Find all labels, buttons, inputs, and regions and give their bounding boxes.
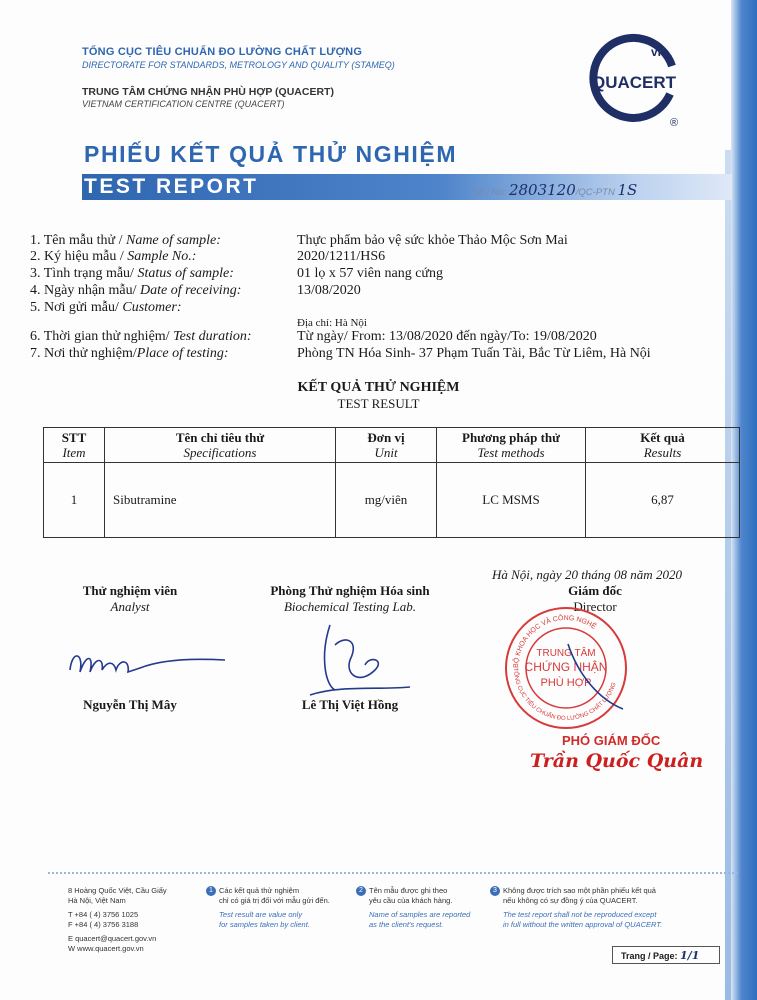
stamp-text-2: CHỨNG NHẬN: [524, 660, 608, 674]
info-value-7: Phòng TN Hóa Sinh- 37 Phạm Tuấn Tài, Bắc Từ Liêm, Hà Nội: [297, 346, 651, 361]
report-number-suffix: /QC-PTN: [575, 187, 615, 198]
analyst-block: [70, 583, 190, 615]
info-value-4: 13/08/2020: [297, 283, 361, 298]
table-row: [44, 463, 740, 538]
director-title-en: Director: [573, 599, 617, 614]
director-title: Giám đốc: [568, 583, 622, 598]
deputy-director-name: Trần Quốc Quân: [530, 750, 704, 772]
report-number-value: 2803120: [508, 181, 576, 199]
logo-mark: vn: [651, 45, 666, 59]
header-item: STT Item: [44, 428, 105, 463]
result-table: [43, 427, 740, 538]
org-name-vn: TỔNG CỤC TIÊU CHUẨN ĐO LƯỜNG CHẤT LƯỢNG: [82, 46, 363, 58]
result-title-en: TEST RESULT: [337, 396, 420, 411]
report-number-label: Số / No:: [472, 187, 507, 198]
header-test-methods: Phương pháp thử Test methods: [437, 428, 586, 463]
footer-contact: 8 Hoàng Quốc Việt, Cầu Giấy Hà Nội, Việt Nam T +84 ( 4) 3756 1025 F +84 ( 4) 3756 3188 E quacert@quacert.gov.vn W www.quacert.gov.vn: [68, 886, 167, 953]
info-value-1: Thực phẩm bảo vệ sức khỏe Thảo Mộc Sơn Mai: [297, 233, 568, 248]
header-specifications: Tên chỉ tiêu thử Specifications: [105, 428, 336, 463]
header-results: Kết quả Results: [586, 428, 740, 463]
info-label-6: 6. Thời gian thử nghiệm/ Test duration:: [30, 329, 252, 344]
analyst-signature-icon: [60, 640, 230, 690]
info-value-6: Từ ngày/ From: 13/08/2020 đến ngày/To: 19/08/2020: [297, 329, 597, 344]
cell-method: LC MSMS: [437, 463, 586, 538]
footer-note-1: 1 Các kết quả thử nghiệm chỉ có giá trị đối với mẫu gửi đến. Test result are value only for samples taken by client.: [206, 886, 330, 930]
report-number-handwritten: 1S: [617, 181, 638, 199]
report-title-vn: PHIẾU KẾT QUẢ THỬ NGHIỆM: [84, 141, 458, 167]
info-value-2: 2020/1211/HS6: [297, 249, 386, 264]
customer-address: Địa chỉ: Hà Nội: [297, 317, 367, 329]
note-2-icon: 2: [356, 886, 366, 896]
lab-signature-icon: [290, 615, 420, 705]
info-label-4: 4. Ngày nhận mẫu/ Date of receiving:: [30, 283, 242, 298]
centre-name-en: VIETNAM CERTIFICATION CENTRE (QUACERT): [82, 99, 285, 109]
analyst-title: Thử nghiệm viên: [82, 583, 178, 598]
logo-text: QUACERT: [592, 73, 677, 92]
info-label-1: 1. Tên mẫu thử / Name of sample:: [30, 233, 221, 248]
quacert-logo-icon: [584, 30, 686, 134]
info-value-3: 01 lọ x 57 viên nang cứng: [297, 266, 444, 281]
cell-specification: Sibutramine: [105, 463, 336, 538]
analyst-title-en: Analyst: [110, 599, 150, 614]
lab-name: Lê Thị Việt Hồng: [301, 697, 399, 712]
result-title-vn: KẾT QUẢ THỬ NGHIỆM: [297, 380, 460, 395]
stamp-text-3: PHÙ HỢP: [540, 677, 592, 689]
deputy-director-title: PHÓ GIÁM ĐỐC: [562, 733, 661, 748]
report-date: Hà Nội, ngày 20 tháng 08 năm 2020: [492, 567, 682, 582]
footer-note-3: 3 Không được trích sao một phần phiếu kết quả nếu không có sự đồng ý của QUACERT. The test report shall not be reproduced except in full without the written approval of QUACERT.: [490, 886, 662, 930]
centre-name-vn: TRUNG TÂM CHỨNG NHẬN PHÙ HỢP (QUACERT): [82, 86, 334, 98]
info-label-5: 5. Nơi gửi mẫu/ Customer:: [30, 300, 182, 315]
official-stamp-icon: [498, 604, 634, 732]
registered-mark: ®: [670, 117, 679, 129]
cell-unit: mg/viên: [336, 463, 437, 538]
stamp-ring-bottom: TỔNG CỤC TIÊU CHUẨN ĐO LƯỜNG CHẤT LƯỢNG: [511, 667, 618, 723]
lab-title: Phòng Thử nghiệm Hóa sinh: [270, 583, 430, 598]
result-table-header: [44, 428, 740, 463]
page-label: Trang / Page:: [621, 951, 678, 961]
info-label-2: 2. Ký hiệu mẫu / Sample No.:: [30, 249, 197, 264]
analyst-name: Nguyễn Thị Mây: [83, 697, 177, 712]
stamp-text-1: TRUNG TÂM: [536, 648, 596, 659]
lab-block: [240, 583, 460, 615]
report-number: [472, 181, 637, 199]
org-name-en: DIRECTORATE FOR STANDARDS, METROLOGY AND QUALITY (STAMEQ): [82, 60, 395, 70]
cell-item: 1: [44, 463, 105, 538]
report-title-en: TEST REPORT: [84, 175, 259, 198]
stamp-ring-top: BỘ KHOA HỌC VÀ CÔNG NGHỆ: [512, 614, 598, 669]
info-label-3: 3. Tình trạng mẫu/ Status of sample:: [30, 266, 234, 281]
footer-note-2: 2 Tên mẫu được ghi theo yêu cầu của khách hàng. Name of samples are reported as the client's request.: [356, 886, 470, 930]
info-label-7: 7. Nơi thử nghiệm/Place of testing:: [30, 346, 229, 361]
lab-title-en: Biochemical Testing Lab.: [283, 599, 417, 614]
cell-result: 6,87: [586, 463, 740, 538]
page-indicator: [612, 946, 720, 964]
note-1-icon: 1: [206, 886, 216, 896]
page-value: 1/1: [680, 949, 700, 962]
header-unit: Đơn vị Unit: [336, 428, 437, 463]
note-3-icon: 3: [490, 886, 500, 896]
